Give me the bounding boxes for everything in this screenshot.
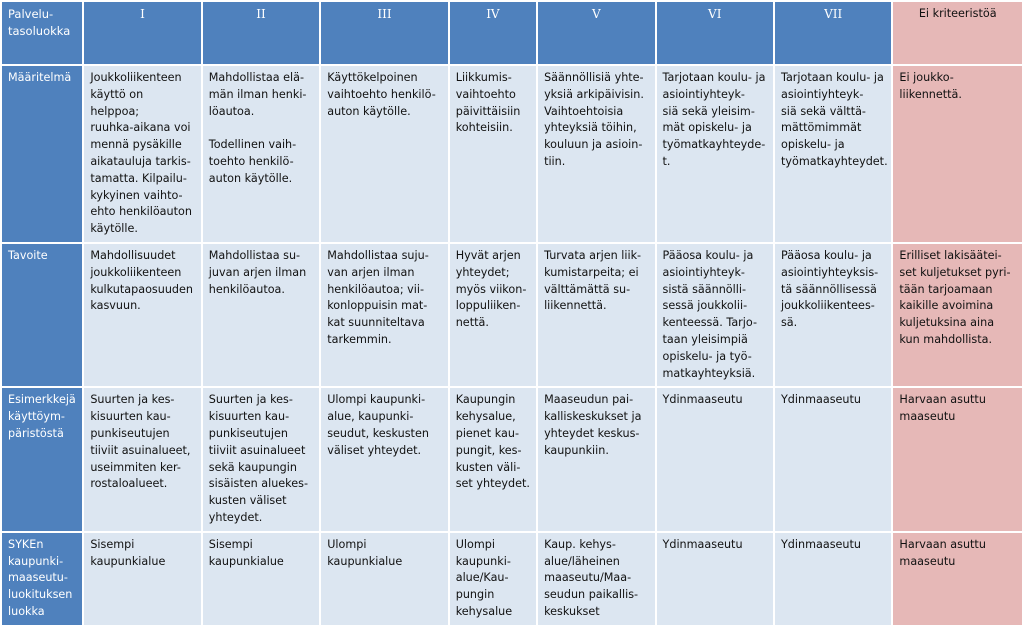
table-cell: Ydinmaaseutu (657, 533, 773, 625)
table-cell: Sisempi kaupunkialue (203, 533, 319, 625)
table-cell: Ydinmaaseutu (775, 388, 891, 530)
table-cell: Ulompi kaupunki- alue, kaupunki- seudut, keskusten väliset yhteydet. (321, 388, 448, 530)
table-cell: Ydinmaaseutu (775, 533, 891, 625)
table-cell: Ydinmaaseutu (657, 388, 773, 530)
table-row-goal (2, 244, 1022, 386)
table-cell: Mahdollistaa su- juvan arjen ilman henkilöautoa. (203, 244, 319, 386)
table-cell-no-criteria: Erilliset lakisäätei- set kuljetukset pyri- tään tarjoamaan kaikille avoimina kuljetuksina aina kun mahdollista. (893, 244, 1022, 386)
header-level-iii: III (321, 2, 448, 64)
header-level-vii: VII (775, 2, 891, 64)
table-cell: Pääosa koulu- ja asiointiyhteyksis- tä säännöllisessä joukkoliikentees- sä. (775, 244, 891, 386)
table-cell: Suurten ja kes- kisuurten kau- punkiseutujen tiiviit asuinalueet sekä kaupungin sisäisten aluekes- kusten väliset yhteydet. (203, 388, 319, 530)
table-cell: Tarjotaan koulu- ja asiointiyhteyk- siä sekä yleisim- mät opiskelu- ja työmatkayhteyde- t. (657, 66, 773, 242)
table-cell: Mahdollisuudet joukkoliikenteen kulkutapaosuuden kasvuun. (84, 244, 200, 386)
header-level-iv: IV (450, 2, 536, 64)
table-row-examples (2, 388, 1022, 530)
table-cell: Mahdollistaa elä- män ilman henki- löautoa. Todellinen vaih- toehto henkilö- auton käytölle. (203, 66, 319, 242)
row-label: Tavoite (2, 244, 82, 386)
table-row-syke-class (2, 533, 1022, 625)
table-cell: Pääosa koulu- ja asiointiyhteyk- sistä säännölli- sessä joukkolii- kenteessä. Tarjo- taan yleisimpiä opiskelu- ja työ- matkayhteyksiä. (657, 244, 773, 386)
row-label: Esimerkkejä käyttöym- päristöstä (2, 388, 82, 530)
table-cell: Kaup. kehys- alue/läheinen maaseutu/Maa- seudun paikallis- keskukset (538, 533, 654, 625)
table-cell: Tarjotaan koulu- ja asiointiyhteyk- siä sekä välttä- mättömimmät opiskelu- ja työmatkayhteydet. (775, 66, 891, 242)
table-row-definition (2, 66, 1022, 242)
table-cell: Ulompi kaupunki- alue/Kau- pungin kehysalue (450, 533, 536, 625)
header-corner-label: Palvelu- tasoluokka (2, 2, 82, 64)
table-cell: Käyttökelpoinen vaihtoehto henkilö- auton käytölle. (321, 66, 448, 242)
row-label: Määritelmä (2, 66, 82, 242)
table-cell: Suurten ja kes- kisuurten kau- punkiseutujen tiiviit asuinalueet, useimmiten ker- rostaloalueet. (84, 388, 200, 530)
table-cell-no-criteria: Harvaan asuttu maaseutu (893, 533, 1022, 625)
table-cell: Joukkoliikenteen käyttö on helppoa; ruuhka-aikana voi mennä pysäkille aikatauluja tarkis- tamatta. Kilpailu- kykyinen vaihto- ehto henkilöauton käytölle. (84, 66, 200, 242)
header-level-ii: II (203, 2, 319, 64)
table-cell: Ulompi kaupunkialue (321, 533, 448, 625)
header-level-i: I (84, 2, 200, 64)
header-no-criteria: Ei kriteeristöä (893, 2, 1022, 64)
header-level-vi: VI (657, 2, 773, 64)
table-cell: Hyvät arjen yhteydet; myös viikon- loppuliiken- nettä. (450, 244, 536, 386)
table-cell: Turvata arjen liik- kumistarpeita; ei välttämättä su- liikennettä. (538, 244, 654, 386)
table-cell-no-criteria: Ei joukko- liikennettä. (893, 66, 1022, 242)
table-cell: Mahdollistaa suju- van arjen ilman henkilöautoa; vii- konloppuisin mat- kat suunniteltava tarkemmin. (321, 244, 448, 386)
table-cell: Liikkumis- vaihtoehto päivittäisiin kohteisiin. (450, 66, 536, 242)
row-label: SYKEn kaupunki- maaseutu- luokituksen luokka (2, 533, 82, 625)
table-cell-no-criteria: Harvaan asuttu maaseutu (893, 388, 1022, 530)
table-cell: Maaseudun pai- kalliskeskukset ja yhteydet keskus- kaupunkiin. (538, 388, 654, 530)
table-cell: Kaupungin kehysalue, pienet kau- pungit, kes- kusten väli- set yhteydet. (450, 388, 536, 530)
header-level-v: V (538, 2, 654, 64)
header-row (2, 2, 1022, 64)
table-cell: Sisempi kaupunkialue (84, 533, 200, 625)
table-cell: Säännöllisiä yhte- yksiä arkipäivisin. Vaihtoehtoisia yhteyksiä töihin, kouluun ja asioin- tiin. (538, 66, 654, 242)
